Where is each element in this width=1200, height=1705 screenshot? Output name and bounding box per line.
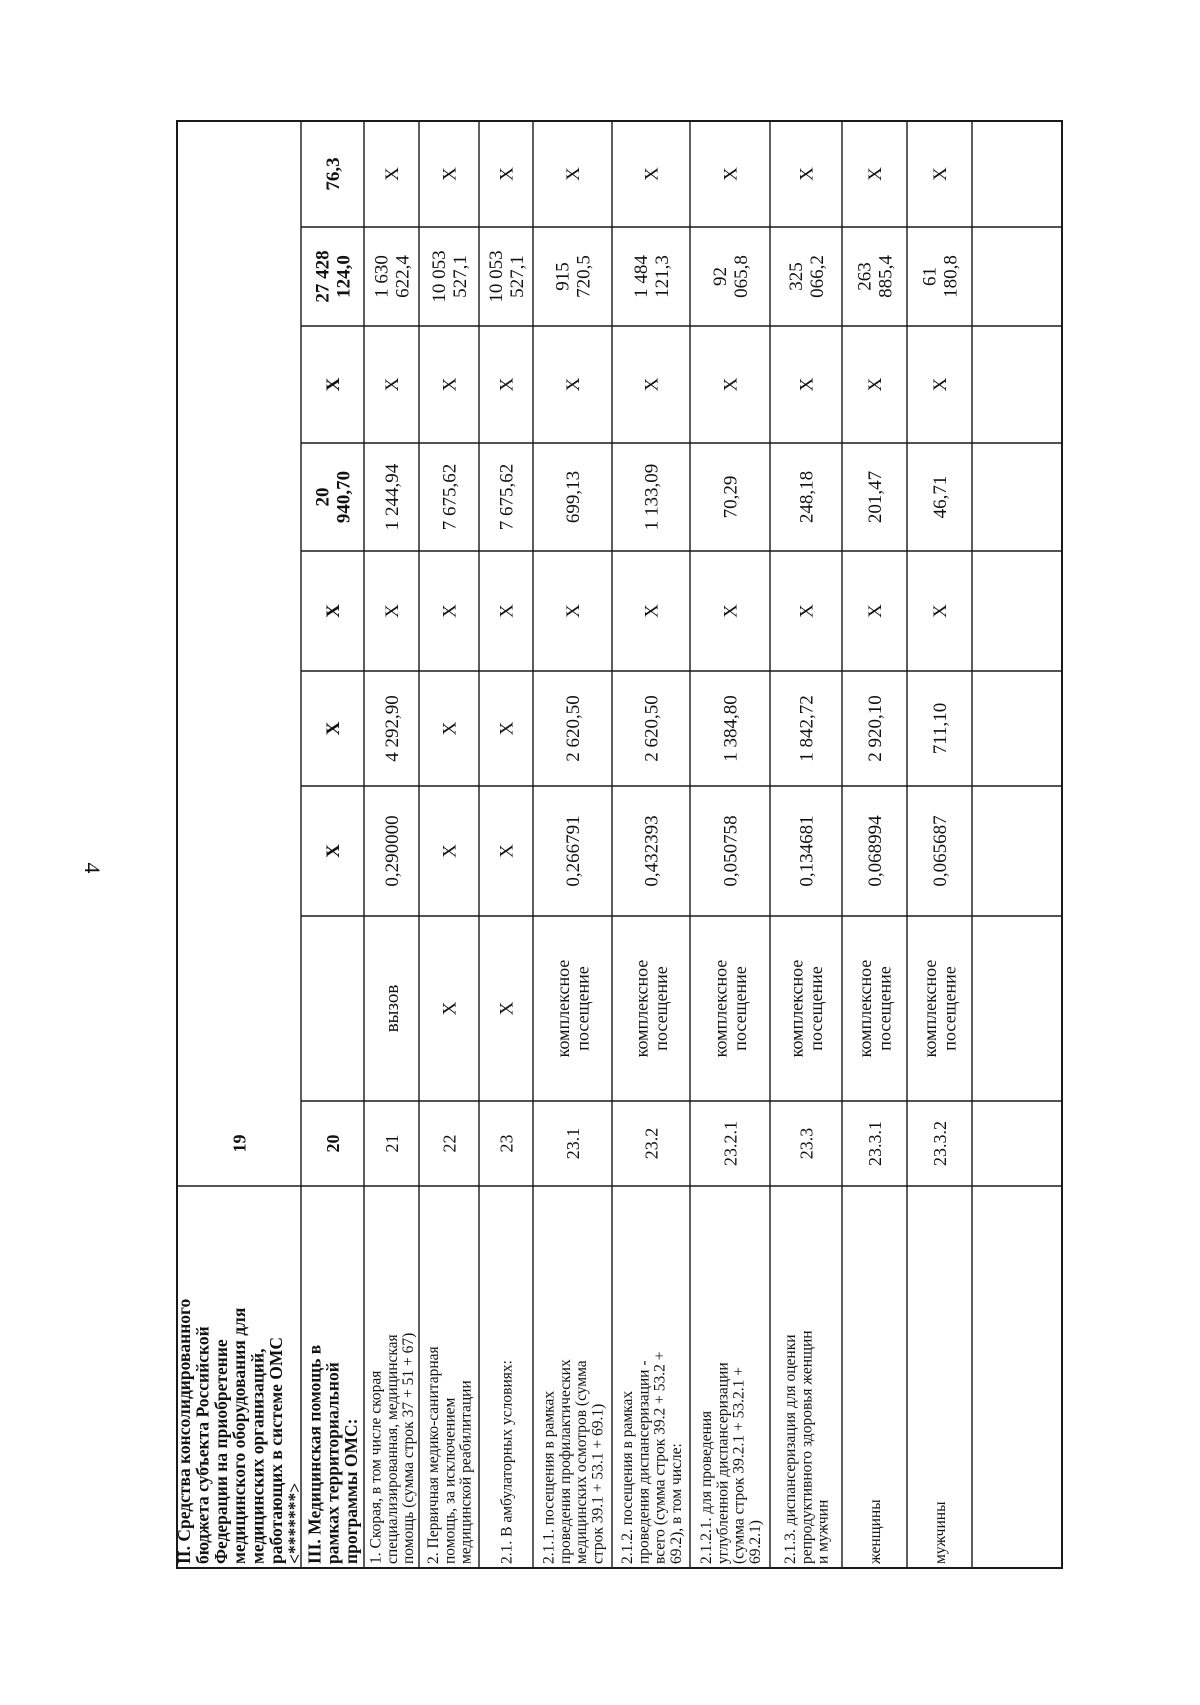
row-name [867,1499,884,1565]
share-percent [721,167,742,181]
volume-norm-line: X [323,844,345,858]
oms-total-line: 720,5 [573,255,595,298]
oms-total [920,255,962,298]
cost-per-unit-line: X [496,721,518,736]
share-percent [642,167,663,181]
oms-total-line: 1 484 [631,255,653,298]
row-name [619,1351,685,1564]
share-percent-line: X [563,167,585,181]
oms-per-capita [313,471,355,523]
oms-total-line: 263 [854,262,876,291]
line-number-line: 20 [322,1134,343,1153]
oms-per-capita [382,463,403,530]
share-percent [563,167,584,181]
oms-per-capita [497,464,518,531]
unit-of-measure-line: посещение [651,966,672,1051]
row-name-line: 69.2.1) [746,1520,764,1564]
oms-per-capita-line: 7 675,62 [439,463,461,531]
row-name-line: работающих в системе ОМС [265,1336,286,1564]
row-name-line: 2. Первичная медико-санитарная [425,1346,443,1564]
row-name-line: 2.1.2.1. для проведения [698,1410,716,1564]
budget-per-capita [563,604,584,618]
row-name-line: медицинских осмотров (сумма [573,1360,591,1564]
row-name-line: репродуктивного здоровья женщин [798,1330,816,1564]
cost-per-unit [440,721,461,735]
oms-total [786,255,828,298]
oms-per-capita-line: 7 675,62 [496,463,518,531]
budget-total-line: X [796,377,818,392]
cost-per-unit-line: 2 920,10 [865,695,887,762]
cost-per-unit [497,721,518,735]
oms-total-line: 066,2 [807,255,829,298]
row-name-line: специализированная, медицинская [383,1334,401,1564]
budget-per-capita [497,604,518,618]
volume-norm [497,844,518,858]
unit-of-measure-line: X [496,1001,518,1016]
oms-total [855,255,897,298]
oms-total-line: 885,4 [875,255,897,298]
oms-per-capita-line: 201,47 [865,470,887,524]
cost-per-unit-line: X [439,721,461,736]
row-name [425,1346,475,1564]
volume-norm-line: 0,068994 [865,815,887,887]
budget-per-capita [440,604,461,618]
rotated-table [174,121,1062,1568]
share-percent-line: X [930,167,952,181]
cost-per-unit [865,695,886,762]
share-percent [930,167,951,181]
row-name-line: II. Средства консолидированного [174,1298,194,1564]
oms-total-line: 1 630 [371,255,393,298]
row-name [368,1333,418,1564]
row-name-line: программы ОМС: [341,1418,361,1564]
unit-of-measure-line: комплексное [631,959,652,1058]
share-percent-line: 76,3 [323,157,345,191]
budget-per-capita [382,604,403,618]
budget-per-capita-line: X [382,604,404,618]
unit-of-measure [497,1001,518,1015]
line-number-line: 23.3 [796,1127,817,1160]
oms-per-capita-line: 699,13 [563,470,585,524]
cost-per-unit [930,703,951,755]
oms-per-capita-line: 1 244,94 [382,463,404,531]
budget-per-capita [323,604,344,618]
share-percent [440,167,461,181]
oms-per-capita [642,464,663,531]
budget-total-line: X [930,377,952,392]
volume-norm-line: X [496,844,518,858]
oms-total [486,250,528,302]
share-percent [497,167,518,181]
row-name-line: углубленной диспансеризации [714,1362,732,1564]
oms-total-line: 10 053 [486,250,508,303]
line-number-line: 19 [229,1134,250,1153]
cost-per-unit [721,695,742,762]
unit-of-measure-line: посещение [874,966,895,1051]
volume-norm [382,815,403,886]
budget-per-capita-line: X [796,604,818,618]
oms-total-line: 92 [710,267,732,286]
oms-total [553,255,595,298]
budget-total-line: X [641,377,663,392]
budget-per-capita-line: X [563,604,585,618]
row-name-line: всего (сумма строк 39.2 + 53.2 + [651,1351,669,1564]
share-percent [323,157,344,190]
row-name-line: медицинской реабилитации [457,1380,475,1564]
volume-norm-line: X [439,844,461,858]
row-name [174,1298,304,1564]
line-number-line: 22 [439,1134,460,1153]
volume-norm [642,815,663,886]
oms-total-line: 915 [552,262,574,291]
cost-per-unit-line: 1 384,80 [720,695,742,762]
oms-total-line: 180,8 [940,255,962,298]
volume-norm-line: 0,065687 [930,815,952,887]
unit-of-measure-line: комплексное [854,959,875,1058]
oms-per-capita [865,471,886,523]
volume-norm [865,815,886,887]
share-percent-line: X [641,167,663,181]
budget-per-capita-line: X [496,604,518,618]
oms-total-line: 27 428 [312,250,334,303]
row-name-line: строк 39.1 + 53.1 + 69.1) [589,1403,607,1564]
budget-total-line: X [439,377,461,392]
cost-per-unit-line: X [323,721,345,736]
cost-per-unit [323,721,344,735]
line-number-line: 23.2 [641,1127,662,1160]
row-name-line: 2.1.1. посещения в рамках [540,1390,558,1564]
oms-total-line: 622,4 [392,255,414,298]
budget-total-line: X [865,377,887,392]
oms-total-line: 121,3 [652,255,674,298]
page-number: 4 [80,862,105,874]
oms-total [710,255,752,298]
unit-of-measure [553,960,593,1058]
row-name-line: 2.1.2. посещения в рамках [619,1390,637,1564]
oms-total [631,255,673,298]
oms-per-capita-line: 940,70 [333,470,355,524]
line-number-line: 23.2.1 [720,1121,741,1166]
row-name-line: 69.2), в том числе: [667,1443,685,1564]
budget-per-capita [642,604,663,618]
budget-per-capita-line: X [865,604,887,618]
budget-total-line: X [496,377,518,392]
oms-total-line: 325 [786,262,808,291]
oms-total-line: 124,0 [333,255,355,298]
cost-per-unit [563,695,584,762]
unit-of-measure-line: посещение [730,966,751,1051]
unit-of-measure-line: X [439,1001,461,1016]
unit-of-measure-line: посещение [572,966,593,1051]
row-name-line: женщины [866,1499,884,1564]
row-name-line: медицинских организаций, [247,1348,268,1564]
volume-norm-line: 0,290000 [382,815,404,887]
oms-per-capita-line: 248,18 [796,470,818,524]
unit-of-measure-line: посещение [806,966,827,1051]
row-name-line: 1. Скорая, в том числе скорая [367,1370,385,1564]
line-number [796,1128,816,1160]
line-number [865,1121,885,1166]
cost-per-unit [382,695,403,762]
unit-of-measure [710,960,750,1058]
oms-total-line: 527,1 [450,255,472,298]
volume-norm [563,815,584,886]
budget-per-capita-line: X [641,604,663,618]
row-name-line: III. Медицинская помощь в [304,1344,325,1564]
share-percent-line: X [796,167,818,181]
line-number [641,1128,661,1160]
share-percent [382,167,403,181]
cost-per-unit-line: 1 842,72 [796,695,818,762]
unit-of-measure-line: комплексное [710,959,731,1058]
volume-norm [721,815,742,886]
cost-per-unit [797,695,818,762]
unit-of-measure [786,960,826,1058]
row-name [782,1330,832,1564]
volume-norm-line: 0,050758 [720,815,742,887]
budget-per-capita [865,604,886,618]
volume-norm [930,815,951,886]
unit-of-measure [631,960,671,1058]
row-name-line: (сумма строк 39.2.1 + 53.2.1 + [730,1366,748,1564]
budget-total [323,377,344,391]
budget-total-line: X [563,377,585,392]
budget-total [930,377,951,391]
row-name-line: 2.1.3. диспансеризация для оценки [782,1334,800,1564]
cost-per-unit-line: 2 620,50 [563,695,585,762]
unit-of-measure-line: комплексное [552,959,573,1058]
budget-per-capita-line: X [439,604,461,618]
budget-per-capita [797,604,818,618]
unit-of-measure [920,960,960,1058]
share-percent-line: X [865,167,887,181]
line-number [720,1121,740,1166]
share-percent-line: X [720,167,742,181]
line-number [229,1135,249,1153]
row-name-line: проведения диспансеризации - [635,1360,653,1564]
budget-per-capita [721,604,742,618]
oms-total-line: 61 [919,267,941,286]
budget-total [563,377,584,391]
oms-per-capita [797,471,818,523]
share-percent [797,167,818,181]
oms-total [372,255,414,298]
budget-per-capita-line: X [323,604,345,618]
line-number-line: 21 [381,1134,402,1153]
row-name-line: <*******> [284,1482,305,1564]
unit-of-measure-line: комплексное [786,959,807,1058]
row-name-line: Федерации на приобретение [210,1339,231,1564]
unit-of-measure [440,1001,461,1015]
budget-total-line: X [323,377,345,392]
row-name-line: бюджета субъекта Российской [192,1326,213,1564]
row-name [304,1345,361,1564]
share-percent-line: X [439,167,461,181]
budget-total [382,377,403,391]
oms-per-capita [563,471,584,523]
unit-of-measure-line: вызов [382,984,404,1033]
oms-per-capita [721,476,742,519]
oms-per-capita-line: 20 [312,487,334,507]
budget-total-line: X [382,377,404,392]
share-percent-line: X [382,167,404,181]
budget-total [497,377,518,391]
row-name [541,1359,607,1564]
budget-total [642,377,663,391]
row-name-line: 2.1. В амбулаторных условиях: [498,1360,516,1564]
oms-per-capita [930,476,951,519]
row-name-line: рамках территориальной [322,1362,343,1564]
cost-per-unit-line: 4 292,90 [382,695,404,762]
row-name-line: и мужчин [814,1499,832,1564]
oms-per-capita [440,464,461,531]
budget-total [865,377,886,391]
line-number-line: 23.1 [562,1127,583,1160]
line-number-line: 23 [496,1134,517,1153]
line-number-line: 23.3.2 [929,1121,950,1166]
row-name [698,1362,764,1564]
line-number [382,1135,402,1153]
oms-total-line: 065,8 [731,255,753,298]
line-number [439,1135,459,1153]
line-number-line: 23.3.1 [864,1121,885,1166]
budget-total [440,377,461,391]
oms-total [313,250,355,302]
cost-per-unit [642,695,663,762]
cost-per-unit-line: 2 620,50 [641,695,663,762]
row-name [932,1501,949,1564]
oms-total-line: 10 053 [429,250,451,303]
budget-total [797,377,818,391]
line-number [563,1128,583,1160]
line-number [496,1135,516,1153]
volume-norm [323,844,344,858]
table-cells [174,157,962,1565]
line-number [323,1135,343,1153]
row-name-line: мужчины [931,1501,949,1564]
oms-per-capita-line: 1 133,09 [641,463,663,531]
row-name-line: помощь (сумма строк 37 + 51 + 67) [400,1332,418,1564]
unit-of-measure-line: комплексное [919,959,940,1058]
volume-norm-line: 0,134681 [796,815,818,887]
oms-per-capita-line: 70,29 [720,475,742,519]
oms-total-line: 527,1 [507,255,529,298]
row-name-line: медицинского оборудования для [229,1307,250,1564]
budget-per-capita-line: X [720,604,742,618]
budget-total-line: X [720,377,742,392]
oms-total [429,250,471,302]
volume-norm-line: 0,432393 [641,815,663,887]
unit-of-measure-line: посещение [939,966,960,1051]
unit-of-measure [382,985,403,1033]
row-name [498,1360,515,1564]
unit-of-measure [855,960,895,1058]
volume-norm [797,815,818,886]
share-percent-line: X [496,167,518,181]
cost-per-unit-line: 711,10 [930,702,952,755]
row-name-line: помощь, за исключением [441,1397,459,1564]
oms-per-capita-line: 46,71 [930,475,952,519]
share-percent [865,167,886,181]
volume-norm [440,844,461,858]
budget-per-capita [930,604,951,618]
line-number [930,1121,950,1166]
volume-norm-line: 0,266791 [563,815,585,887]
budget-total [721,377,742,391]
row-name-line: проведения профилактических [556,1359,574,1564]
budget-per-capita-line: X [930,604,952,618]
